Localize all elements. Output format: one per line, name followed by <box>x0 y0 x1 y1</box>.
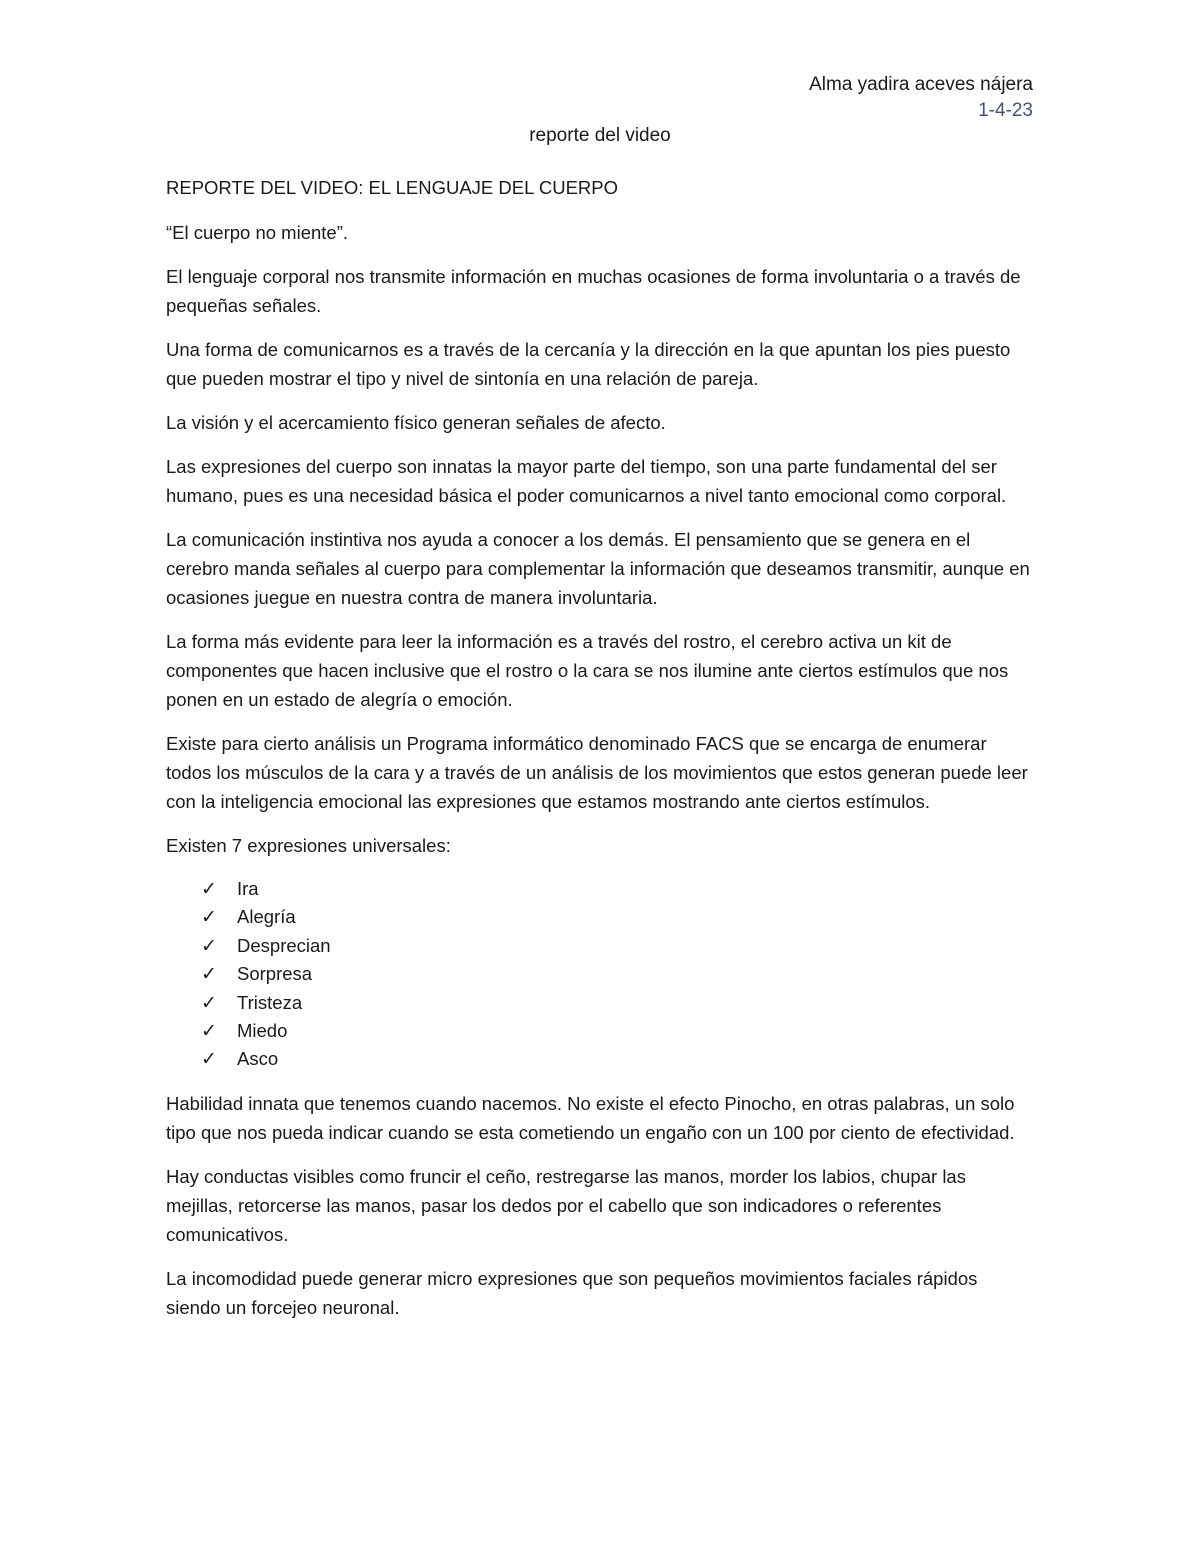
checkmark-icon: ✓ <box>201 1048 217 1071</box>
list-item-label: Miedo <box>237 1020 288 1042</box>
report-body <box>166 173 1034 1337</box>
checkmark-icon: ✓ <box>201 1020 217 1043</box>
list-item-label: Tristeza <box>237 991 303 1013</box>
checkmark-icon: ✓ <box>201 963 217 986</box>
paragraph: Existe para cierto análisis un Programa informático denominado FACS que se encarga de enumerar todos los músculos de la cara y a través de un análisis de los movimientos que estos generan puede leer con la inteligencia emocional las expresiones que estamos mostrando ante ciertos estímulos. <box>166 733 1028 812</box>
list-item-label: Alegría <box>237 906 296 928</box>
paragraph: La visión y el acercamiento físico generan señales de afecto. <box>166 412 666 433</box>
checkmark-icon: ✓ <box>201 906 217 929</box>
list-item-label: Sorpresa <box>237 963 313 985</box>
paragraph: El lenguaje corporal nos transmite información en muchas ocasiones de forma involuntaria o a través de pequeñas señales. <box>166 266 1021 316</box>
document-title: reporte del video <box>529 125 671 146</box>
list-item-label: Desprecian <box>237 934 331 956</box>
paragraph: La incomodidad puede generar micro expresiones que son pequeños movimientos faciales rápidos siendo un forcejeo neuronal. <box>166 1267 978 1318</box>
list-item <box>166 989 1034 1017</box>
list-item <box>166 960 1034 988</box>
report-heading: REPORTE DEL VIDEO: EL LENGUAJE DEL CUERPO <box>166 177 619 198</box>
list-item <box>166 1045 1034 1073</box>
paragraph: Habilidad innata que tenemos cuando nacemos. No existe el efecto Pinocho, en otras palabras, un solo tipo que nos pueda indicar cuando se esta cometiendo un engaño con un 100 por ciento de efectividad. <box>166 1092 1015 1143</box>
list-item-label: Asco <box>237 1048 279 1070</box>
paragraph: La comunicación instintiva nos ayuda a conocer a los demás. El pensamiento que se genera en el cerebro manda señales al cuerpo para complementar la información que deseamos transmitir, aunque en ocasiones juegue en nuestra contra de manera involuntaria. <box>166 529 1030 608</box>
list-intro: Existen 7 expresiones universales: <box>166 835 451 856</box>
paragraph: La forma más evidente para leer la información es a través del rostro, el cerebro activa un kit de componentes que hacen inclusive que el rostro o la cara se nos ilumine ante ciertos estímulos que nos ponen en un estado de alegría o emoción. <box>166 631 1009 710</box>
list-item-label: Ira <box>237 878 259 899</box>
checkmark-icon: ✓ <box>201 991 217 1014</box>
checkmark-icon: ✓ <box>201 878 217 900</box>
list-item <box>166 875 1034 903</box>
author-name: Alma yadira aceves nájera <box>809 74 1033 95</box>
list-item <box>166 1017 1034 1045</box>
list-item <box>166 903 1034 931</box>
paragraph: Las expresiones del cuerpo son innatas la mayor parte del tiempo, son una parte fundamental del ser humano, pues es una necesidad básica el poder comunicarnos a nivel tanto emocional como corporal. <box>166 456 1007 506</box>
paragraph: Hay conductas visibles como fruncir el ceño, restregarse las manos, morder los labios, chupar las mejillas, retorcerse las manos, pasar los dedos por el cabello que son indicadores o referentes comunicativos. <box>166 1165 966 1245</box>
report-quote: “El cuerpo no miente”. <box>166 222 349 243</box>
expressions-list <box>166 875 1034 1074</box>
paragraph: Una forma de comunicarnos es a través de la cercanía y la dirección en la que apuntan los pies puesto que pueden mostrar el tipo y nivel de sintonía en una relación de pareja. <box>166 339 1011 389</box>
list-item <box>166 932 1034 960</box>
document-date: 1-4-23 <box>978 100 1033 121</box>
checkmark-icon: ✓ <box>201 934 217 957</box>
